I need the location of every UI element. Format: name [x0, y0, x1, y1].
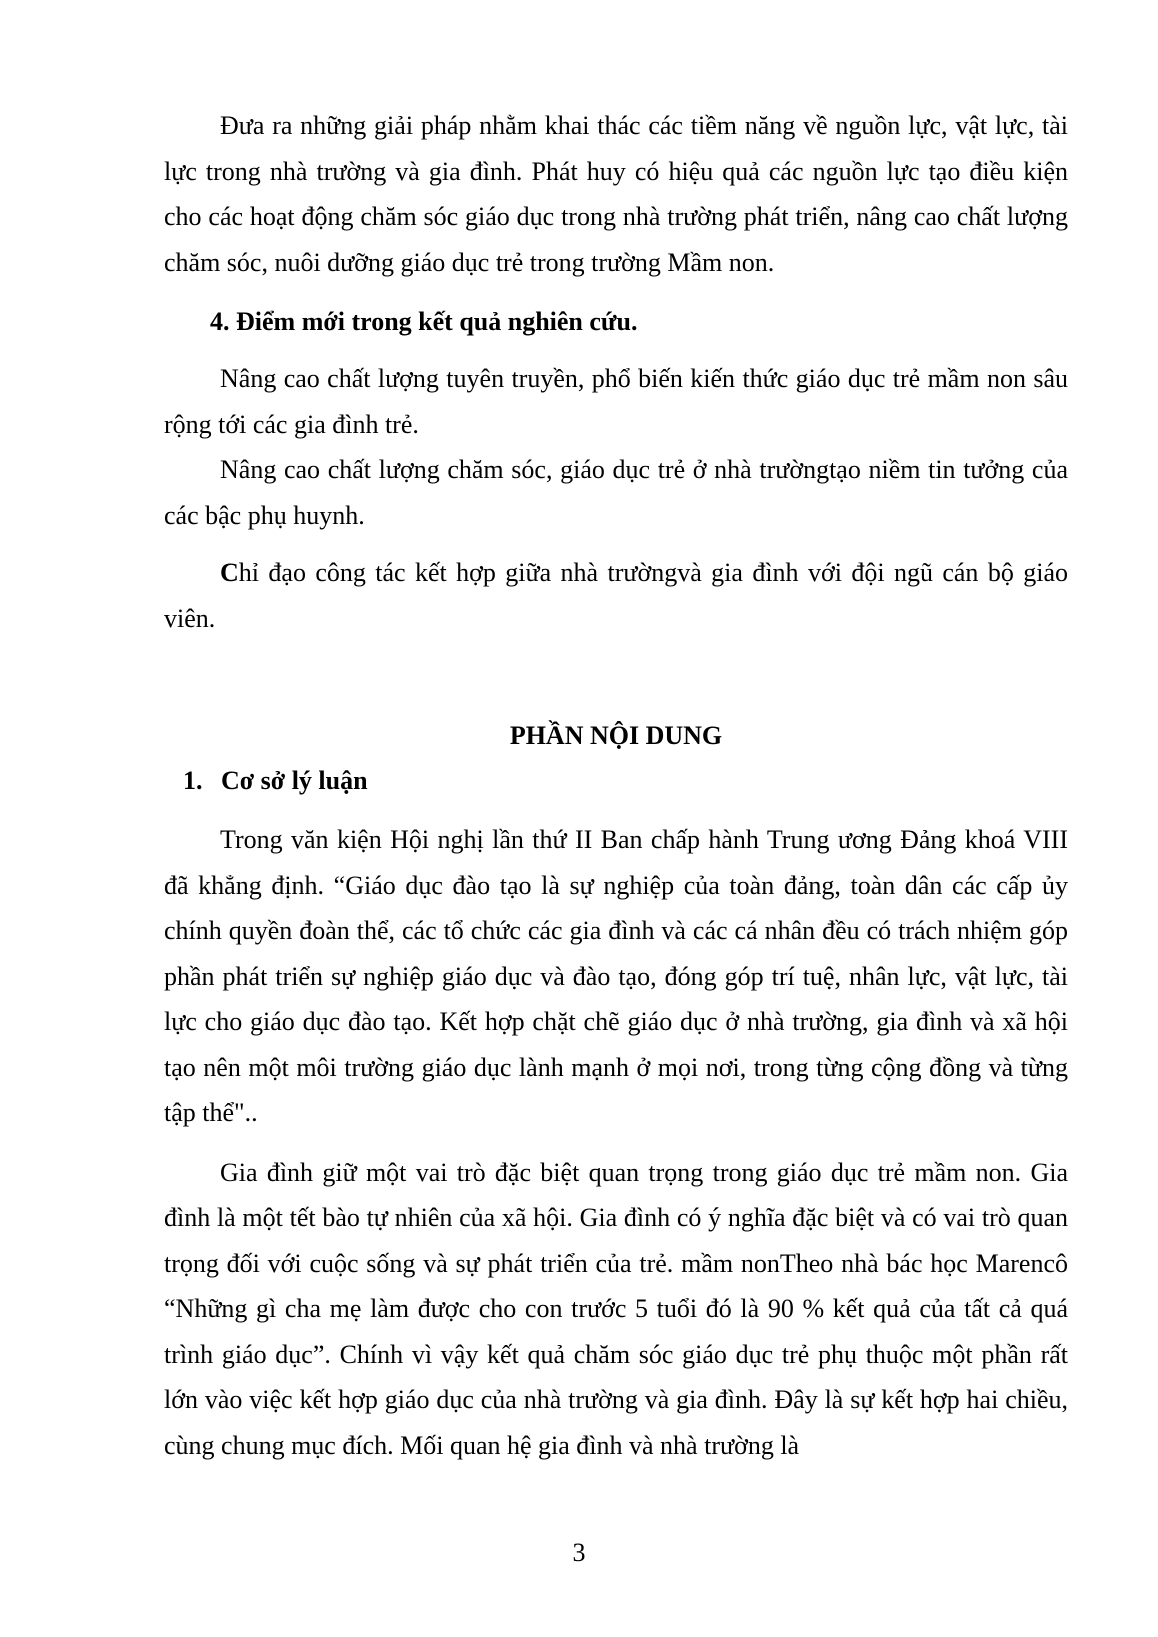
section-1-paragraph-1: Trong văn kiện Hội nghị lần thứ II Ban chấp hành Trung ương Đảng khoá VIII đã khẳng định. “Giáo dục đào tạo là sự nghiệp của toàn đảng, toàn dân các cấp ủy chính quyền đoàn thể, các tổ chức các gia đình và các cá nhân đều có trách nhiệm góp phần phát triển sự nghiệp giáo dục và đào tạo, đóng góp trí tuệ, nhân lực, vật lực, tài lực cho giáo dục đào tạo. Kết hợp chặt chẽ giáo dục ở nhà trường, gia đình và xã hội tạo nên một môi trường giáo dục lành mạnh ở mọi nơi, trong từng cộng đồng và từng tập thể"..	[164, 825, 1068, 1127]
section-4-paragraph-3-rest: hỉ đạo công tác kết hợp giữa nhà trườngvà gia đình với đội ngũ cán bộ giáo viên.	[164, 558, 1068, 633]
section-1-paragraph-2: Gia đình giữ một vai trò đặc biệt quan trọng trong giáo dục trẻ mầm non. Gia đình là một tết bào tự nhiên của xã hội. Gia đình có ý nghĩa đặc biệt và có vai trò quan trọng đối với cuộc sống và sự phát triển của trẻ. mầm nonTheo nhà bác học Marencô “Những gì cha mẹ làm được cho con trước 5 tuổi đó là 90 % kết quả của tất cả quá trình giáo dục”. Chính vì vậy kết quả chăm sóc giáo dục trẻ phụ thuộc một phần rất lớn vào việc kết hợp giáo dục của nhà trường và gia đình. Đây là sự kết hợp hai chiều, cùng chung mục đích. Mối quan hệ gia đình và nhà trường là	[164, 1157, 1068, 1460]
section-1-heading	[183, 758, 1068, 803]
section-1-number: 1.	[183, 766, 203, 795]
section-4-paragraph-2: Nâng cao chất lượng chăm sóc, giáo dục trẻ ở nhà trườngtạo niềm tin tưởng của các bậc phụ huynh.	[164, 455, 1068, 530]
section-1-title: Cơ sở lý luận	[221, 766, 368, 795]
section-4-paragraph-1: Nâng cao chất lượng tuyên truyền, phổ biến kiến thức giáo dục trẻ mầm non sâu rộng tới các gia đình trẻ.	[164, 364, 1068, 439]
page-number: 3	[572, 1538, 586, 1567]
intro-paragraph: Đưa ra những giải pháp nhằm khai thác các tiềm năng về nguồn lực, vật lực, tài lực trong nhà trường và gia đình. Phát huy có hiệu quả các nguồn lực tạo điều kiện cho các hoạt động chăm sóc giáo dục trong nhà trường phát triển, nâng cao chất lượng chăm sóc, nuôi dưỡng giáo dục trẻ trong trường Mầm non.	[164, 111, 1068, 277]
page-content	[164, 103, 1068, 1468]
part-title: PHẦN NỘI DUNG	[509, 721, 723, 750]
section-4-paragraph-3	[164, 550, 1068, 641]
section-4-heading: 4. Điểm mới trong kết quả nghiên cứu.	[210, 307, 638, 336]
section-4-paragraph-3-initial: C	[220, 558, 239, 587]
